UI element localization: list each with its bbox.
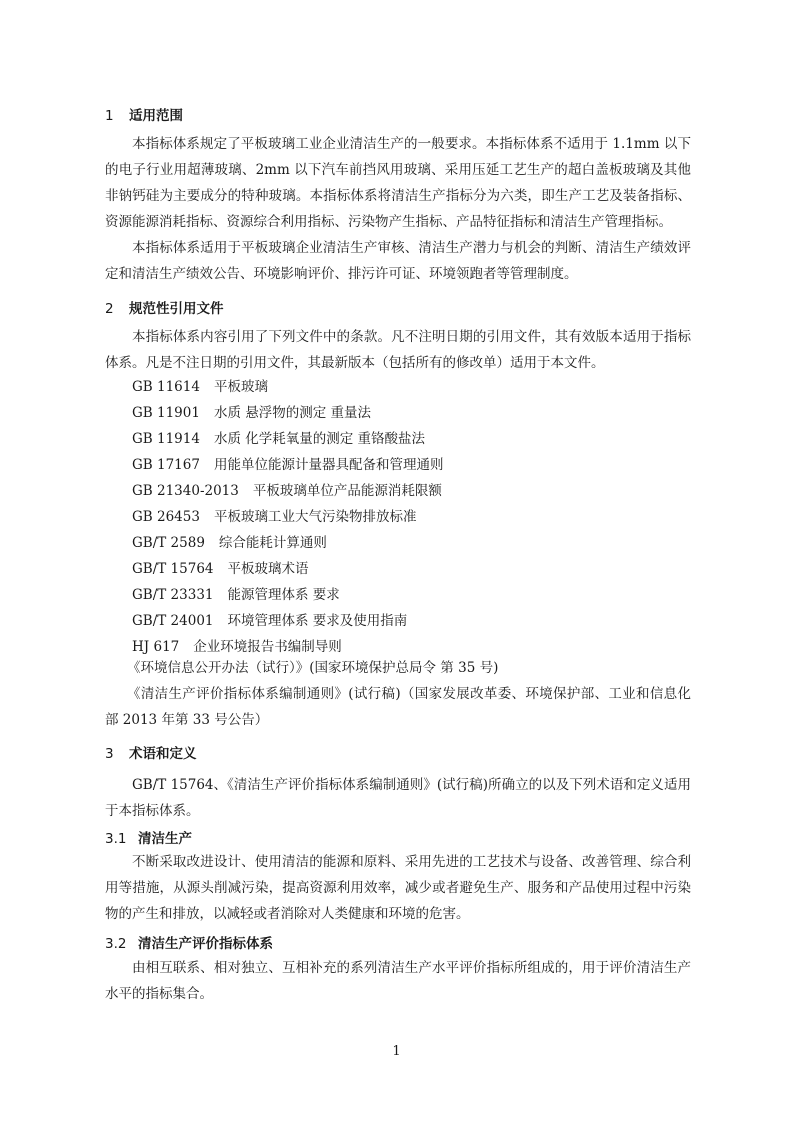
reference-code: GB 26453 xyxy=(132,509,200,525)
subsection-number: 3.1 xyxy=(105,831,127,847)
reference-code: GB 11614 xyxy=(132,379,200,395)
section-1-paragraph-1: 本指标体系规定了平板玻璃工业企业清洁生产的一般要求。本指标体系不适用于 1.1mm 以下的电子行业用超薄玻璃、2mm 以下汽车前挡风用玻璃、采用压延工艺生产的超白盖板玻璃及其他非钠钙硅为主要成分的特种玻璃。本指标体系将清洁生产指标分为六类，即生产工艺及装备指标、资源能源消耗指标、资源综合利用指标、污染物产生指标、产品特征指标和清洁生产管理指标。 xyxy=(105,136,691,230)
section-title: 规范性引用文件 xyxy=(129,301,224,317)
section-1-heading xyxy=(105,104,183,124)
reference-title: 平板玻璃工业大气污染物排放标准 xyxy=(213,509,417,525)
subsection-title: 清洁生产 xyxy=(138,831,192,847)
section-title: 适用范围 xyxy=(129,108,183,124)
section-number: 1 xyxy=(105,108,114,124)
subsection-3-2-heading xyxy=(105,932,273,952)
subsection-number: 3.2 xyxy=(105,936,127,952)
reference-item xyxy=(132,609,407,629)
section-2-heading xyxy=(105,297,224,317)
reference-title: 综合能耗计算通则 xyxy=(218,535,327,551)
reference-code: GB/T 15764 xyxy=(132,561,214,577)
reference-title: 环境管理体系 要求及使用指南 xyxy=(227,613,408,629)
subsection-3-1-heading xyxy=(105,827,192,847)
reference-code: GB 11901 xyxy=(132,405,200,421)
reference-item xyxy=(132,479,442,499)
reference-title: 用能单位能源计量器具配备和管理通则 xyxy=(213,457,444,473)
reference-item xyxy=(132,505,416,525)
section-number: 3 xyxy=(105,746,114,762)
section-3-heading xyxy=(105,742,197,762)
reference-code: GB 21340-2013 xyxy=(132,483,239,499)
reference-item xyxy=(132,375,268,395)
reference-title: 水质 化学耗氧量的测定 重铬酸盐法 xyxy=(213,431,426,447)
section-title: 术语和定义 xyxy=(129,746,197,762)
reference-title: 能源管理体系 要求 xyxy=(227,587,340,603)
section-3-intro: GB/T 15764、《清洁生产评价指标体系编制通则》(试行稿)所确立的以及下列术语和定义适用于本指标体系。 xyxy=(105,777,691,819)
section-number: 2 xyxy=(105,301,114,317)
reference-title: 平板玻璃术语 xyxy=(227,561,309,577)
reference-item xyxy=(132,557,309,577)
reference-item xyxy=(132,401,371,421)
reference-code: GB 17167 xyxy=(132,457,200,473)
reference-item xyxy=(132,583,340,603)
reference-regulation: 《环境信息公开办法（试行）》(国家环境保护总局令 第 35 号) xyxy=(127,660,499,676)
reference-code: GB/T 2589 xyxy=(132,535,205,551)
reference-title: 平板玻璃 xyxy=(213,379,268,395)
reference-code: HJ 617 xyxy=(132,639,180,655)
subsection-3-1-body: 不断采取改进设计、使用清洁的能源和原料、采用先进的工艺技术与设备、改善管理、综合利用等措施，从源头削减污染，提高资源利用效率，减少或者避免生产、服务和产品使用过程中污染物的产生和排放，以减轻或者消除对人类健康和环境的危害。 xyxy=(105,854,691,922)
subsection-title: 清洁生产评价指标体系 xyxy=(138,936,273,952)
section-1-paragraph-2: 本指标体系适用于平板玻璃企业清洁生产审核、清洁生产潜力与机会的判断、清洁生产绩效评定和清洁生产绩效公告、环境影响评价、排污许可证、环境领跑者等管理制度。 xyxy=(105,240,691,282)
reference-item xyxy=(132,635,342,655)
reference-code: GB/T 23331 xyxy=(132,587,214,603)
reference-item xyxy=(132,531,327,551)
reference-item xyxy=(132,453,443,473)
reference-title: 水质 悬浮物的测定 重量法 xyxy=(213,405,372,421)
reference-code: GB/T 24001 xyxy=(132,613,214,629)
reference-title: 平板玻璃单位产品能源消耗限额 xyxy=(252,483,442,499)
section-2-intro: 本指标体系内容引用了下列文件中的条款。凡不注明日期的引用文件，其有效版本适用于指标体系。凡是不注日期的引用文件，其最新版本（包括所有的修改单）适用于本文件。 xyxy=(105,329,691,371)
reference-regulation: 《清洁生产评价指标体系编制通则》(试行稿)（国家发展改革委、环境保护部、工业和信息化部 2013 年第 33 号公告） xyxy=(105,686,691,728)
subsection-3-2-body: 由相互联系、相对独立、互相补充的系列清洁生产水平评价指标所组成的，用于评价清洁生产水平的指标集合。 xyxy=(105,960,691,1002)
reference-code: GB 11914 xyxy=(132,431,200,447)
reference-item xyxy=(132,427,425,447)
reference-title: 企业环境报告书编制导则 xyxy=(193,639,342,655)
page-number: 1 xyxy=(392,1044,401,1059)
